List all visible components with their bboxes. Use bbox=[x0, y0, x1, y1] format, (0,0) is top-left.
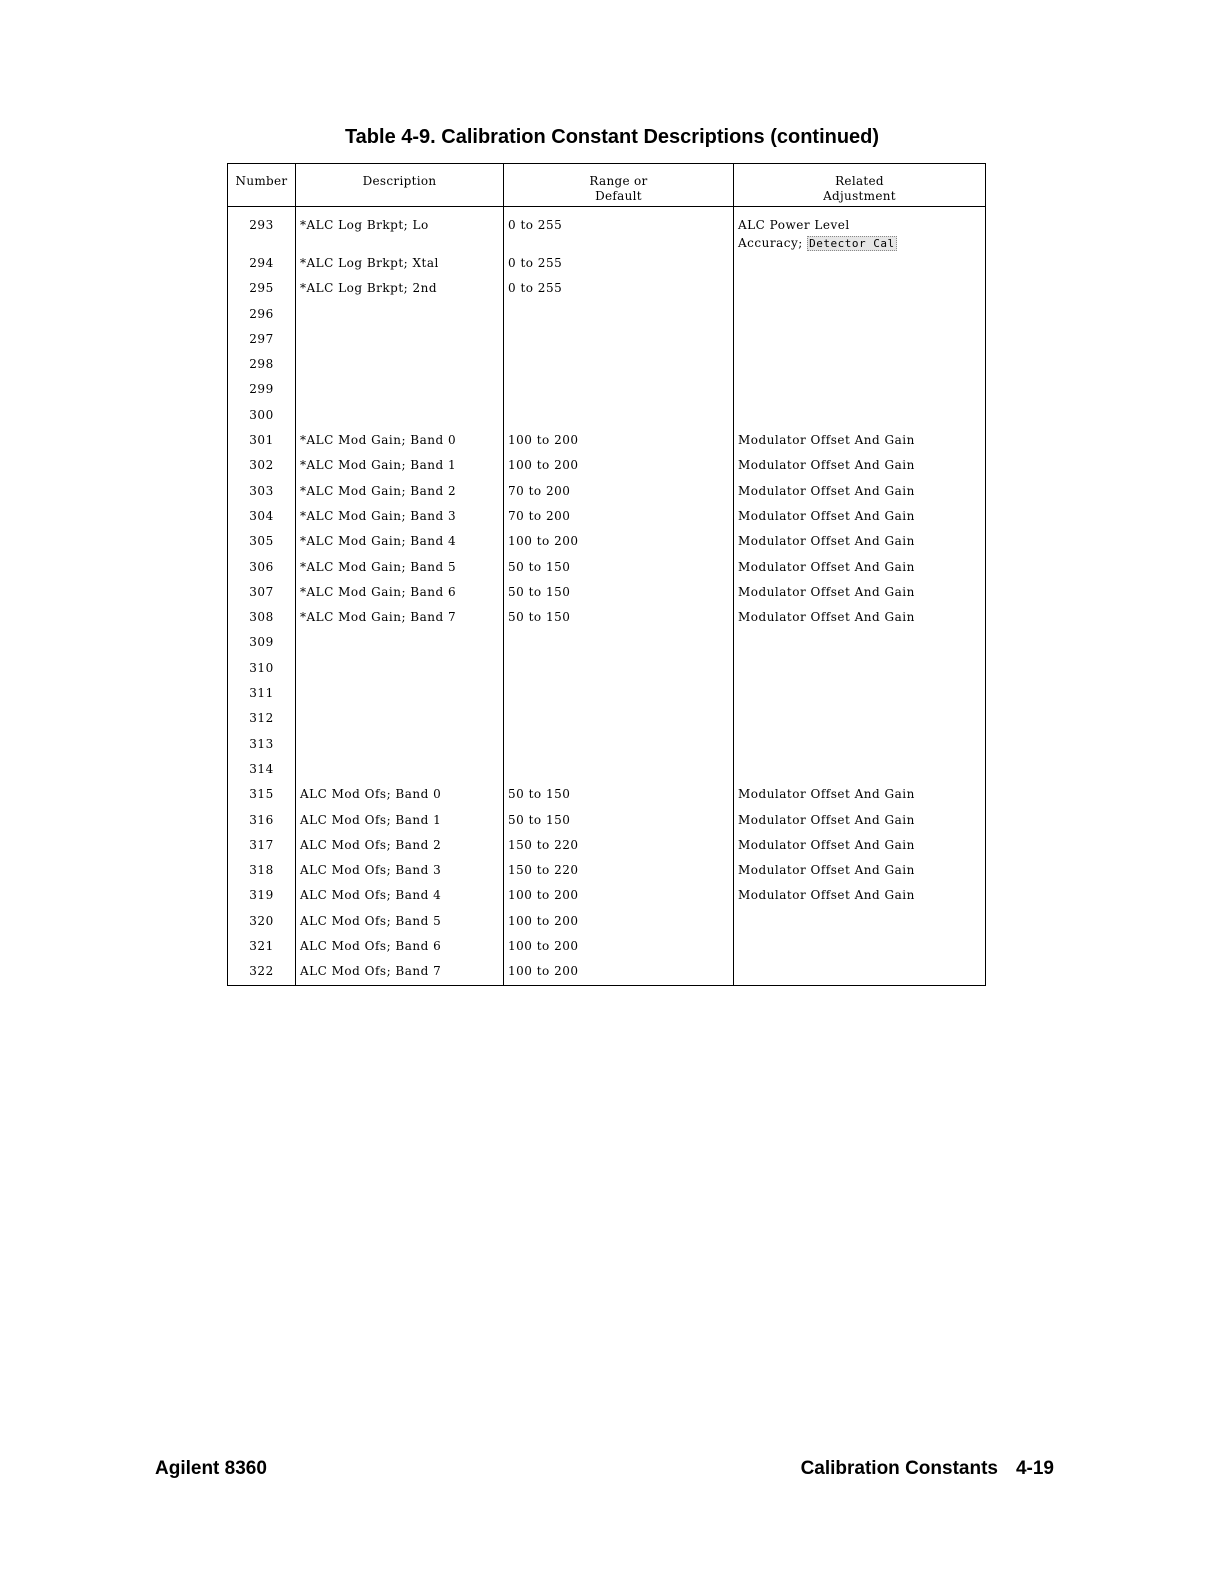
header-range-line1: Range or bbox=[589, 174, 648, 188]
cell-range bbox=[504, 330, 734, 355]
table-row bbox=[228, 659, 986, 684]
footer-section bbox=[801, 1458, 1054, 1480]
cell-related: Modulator Offset And Gain bbox=[734, 861, 986, 886]
cell-description bbox=[296, 709, 504, 734]
table-row bbox=[228, 962, 986, 986]
cell-number: 298 bbox=[249, 357, 274, 372]
cell-related: Modulator Offset And Gain bbox=[734, 811, 986, 836]
cell-number: 302 bbox=[249, 458, 274, 473]
cell-range: 100 to 200 bbox=[504, 937, 734, 962]
cell-related: Modulator Offset And Gain bbox=[734, 431, 986, 456]
cell-number: 313 bbox=[249, 736, 274, 751]
cell-description bbox=[296, 760, 504, 785]
cell-related bbox=[734, 380, 986, 405]
cell-range bbox=[504, 355, 734, 380]
cell-range bbox=[504, 380, 734, 405]
cell-related bbox=[734, 962, 986, 986]
cell-related: Modulator Offset And Gain bbox=[734, 558, 986, 583]
related-line1: ALC Power Level bbox=[738, 218, 850, 232]
cell-number: 307 bbox=[249, 584, 274, 599]
table-row bbox=[228, 836, 986, 861]
table-row bbox=[228, 305, 986, 330]
cell-description: *ALC Mod Gain; Band 1 bbox=[296, 456, 504, 481]
table-row bbox=[228, 482, 986, 507]
cell-related: Modulator Offset And Gain bbox=[734, 785, 986, 810]
cell-number: 315 bbox=[249, 787, 274, 802]
cell-related bbox=[734, 330, 986, 355]
detector-cal-softkey: Detector Cal bbox=[809, 237, 895, 250]
cell-description: ALC Mod Ofs; Band 4 bbox=[296, 886, 504, 911]
cell-description: ALC Mod Ofs; Band 2 bbox=[296, 836, 504, 861]
table-row bbox=[228, 912, 986, 937]
cell-related bbox=[734, 912, 986, 937]
cell-related: Modulator Offset And Gain bbox=[734, 482, 986, 507]
cell-related bbox=[734, 760, 986, 785]
footer-section-title: Calibration Constants bbox=[800, 1458, 998, 1479]
table-body bbox=[228, 207, 986, 986]
cell-related bbox=[734, 207, 986, 255]
cell-range: 100 to 200 bbox=[504, 532, 734, 557]
table-row bbox=[228, 456, 986, 481]
cell-description bbox=[296, 684, 504, 709]
header-related-line2: Adjustment bbox=[823, 189, 896, 203]
cell-description: *ALC Mod Gain; Band 6 bbox=[296, 583, 504, 608]
cell-number: 308 bbox=[249, 610, 274, 625]
cell-number: 312 bbox=[249, 711, 274, 726]
cell-range: 0 to 255 bbox=[504, 254, 734, 279]
cell-range: 100 to 200 bbox=[504, 456, 734, 481]
cell-related: Modulator Offset And Gain bbox=[734, 456, 986, 481]
cell-number: 303 bbox=[249, 483, 274, 498]
cell-number: 304 bbox=[249, 508, 274, 523]
cell-number: 316 bbox=[249, 812, 274, 827]
table-row bbox=[228, 380, 986, 405]
table-row bbox=[228, 760, 986, 785]
cell-related: Modulator Offset And Gain bbox=[734, 507, 986, 532]
cell-number: 317 bbox=[249, 837, 274, 852]
cell-description: *ALC Mod Gain; Band 3 bbox=[296, 507, 504, 532]
cell-number: 297 bbox=[249, 331, 274, 346]
cell-related bbox=[734, 709, 986, 734]
cell-related: Modulator Offset And Gain bbox=[734, 836, 986, 861]
cell-related bbox=[734, 684, 986, 709]
cell-range bbox=[504, 684, 734, 709]
cell-related bbox=[734, 279, 986, 304]
table-row bbox=[228, 811, 986, 836]
cell-description: *ALC Log Brkpt; Lo bbox=[296, 207, 504, 255]
cell-range: 50 to 150 bbox=[504, 608, 734, 633]
table-row bbox=[228, 279, 986, 304]
table-row bbox=[228, 532, 986, 557]
cell-number: 318 bbox=[249, 863, 274, 878]
cell-range bbox=[504, 305, 734, 330]
cell-range: 70 to 200 bbox=[504, 507, 734, 532]
cell-related bbox=[734, 937, 986, 962]
cell-range bbox=[504, 633, 734, 658]
cell-range bbox=[504, 760, 734, 785]
cell-description: ALC Mod Ofs; Band 6 bbox=[296, 937, 504, 962]
cell-number: 311 bbox=[249, 686, 274, 701]
cell-related: Modulator Offset And Gain bbox=[734, 583, 986, 608]
cell-description bbox=[296, 355, 504, 380]
cell-description bbox=[296, 305, 504, 330]
cell-related bbox=[734, 254, 986, 279]
cell-range: 100 to 200 bbox=[504, 912, 734, 937]
cell-related: Modulator Offset And Gain bbox=[734, 886, 986, 911]
cell-range: 150 to 220 bbox=[504, 836, 734, 861]
cell-related bbox=[734, 659, 986, 684]
cell-number: 314 bbox=[249, 761, 274, 776]
cell-number: 300 bbox=[249, 407, 274, 422]
table-row bbox=[228, 735, 986, 760]
footer-product: Agilent 8360 bbox=[155, 1458, 267, 1479]
cell-description bbox=[296, 406, 504, 431]
table-row bbox=[228, 684, 986, 709]
cell-description bbox=[296, 659, 504, 684]
table-row bbox=[228, 633, 986, 658]
table-row bbox=[228, 583, 986, 608]
cell-number: 309 bbox=[249, 635, 274, 650]
header-range-line2: Default bbox=[595, 189, 642, 203]
cell-number: 322 bbox=[249, 964, 274, 979]
cell-number: 319 bbox=[249, 888, 274, 903]
cell-description: *ALC Mod Gain; Band 5 bbox=[296, 558, 504, 583]
calibration-constants-table bbox=[227, 163, 986, 986]
calibration-table-container bbox=[227, 163, 985, 986]
cell-description: ALC Mod Ofs; Band 1 bbox=[296, 811, 504, 836]
table-title: Table 4-9. Calibration Constant Descriptions (continued) bbox=[344, 126, 880, 148]
cell-range: 50 to 150 bbox=[504, 785, 734, 810]
cell-number: 310 bbox=[249, 660, 274, 675]
cell-description: *ALC Log Brkpt; Xtal bbox=[296, 254, 504, 279]
table-row bbox=[228, 785, 986, 810]
cell-description: *ALC Mod Gain; Band 7 bbox=[296, 608, 504, 633]
cell-description: ALC Mod Ofs; Band 5 bbox=[296, 912, 504, 937]
cell-related bbox=[734, 735, 986, 760]
header-related-line1: Related bbox=[835, 174, 884, 188]
cell-number: 301 bbox=[249, 433, 274, 448]
cell-range bbox=[504, 406, 734, 431]
table-row bbox=[228, 861, 986, 886]
cell-description bbox=[296, 735, 504, 760]
cell-number: 321 bbox=[249, 939, 274, 954]
header-range bbox=[504, 164, 734, 207]
cell-description: *ALC Mod Gain; Band 0 bbox=[296, 431, 504, 456]
cell-number: 296 bbox=[249, 306, 274, 321]
table-row bbox=[228, 709, 986, 734]
cell-number: 306 bbox=[249, 559, 274, 574]
table-row bbox=[228, 507, 986, 532]
cell-related: Modulator Offset And Gain bbox=[734, 532, 986, 557]
cell-related bbox=[734, 406, 986, 431]
table-header-row bbox=[228, 164, 986, 207]
cell-number: 293 bbox=[249, 218, 274, 232]
cell-number: 305 bbox=[249, 534, 274, 549]
cell-number: 295 bbox=[249, 281, 274, 296]
cell-related bbox=[734, 633, 986, 658]
cell-range: 50 to 150 bbox=[504, 558, 734, 583]
cell-range bbox=[504, 659, 734, 684]
cell-range: 50 to 150 bbox=[504, 583, 734, 608]
cell-range: 100 to 200 bbox=[504, 431, 734, 456]
cell-range: 100 to 200 bbox=[504, 962, 734, 986]
cell-range bbox=[504, 735, 734, 760]
cell-description: ALC Mod Ofs; Band 3 bbox=[296, 861, 504, 886]
table-row bbox=[228, 886, 986, 911]
cell-range: 50 to 150 bbox=[504, 811, 734, 836]
cell-description: *ALC Log Brkpt; 2nd bbox=[296, 279, 504, 304]
cell-number: 294 bbox=[249, 256, 274, 270]
table-row bbox=[228, 406, 986, 431]
cell-description bbox=[296, 380, 504, 405]
cell-range: 100 to 200 bbox=[504, 886, 734, 911]
related-line2: Accuracy; bbox=[738, 236, 803, 250]
table-row bbox=[228, 254, 986, 279]
table-row bbox=[228, 608, 986, 633]
header-related bbox=[734, 164, 986, 207]
cell-description: *ALC Mod Gain; Band 2 bbox=[296, 482, 504, 507]
cell-description bbox=[296, 330, 504, 355]
table-row bbox=[228, 558, 986, 583]
table-row bbox=[228, 937, 986, 962]
cell-related bbox=[734, 305, 986, 330]
cell-description: ALC Mod Ofs; Band 7 bbox=[296, 962, 504, 986]
cell-range: 150 to 220 bbox=[504, 861, 734, 886]
table-row bbox=[228, 355, 986, 380]
header-number: Number bbox=[228, 164, 296, 207]
cell-number: 299 bbox=[249, 382, 274, 397]
cell-description: ALC Mod Ofs; Band 0 bbox=[296, 785, 504, 810]
cell-range: 0 to 255 bbox=[504, 279, 734, 304]
cell-range bbox=[504, 709, 734, 734]
cell-description: *ALC Mod Gain; Band 4 bbox=[296, 532, 504, 557]
cell-number: 320 bbox=[249, 913, 274, 928]
cell-description bbox=[296, 633, 504, 658]
cell-range: 70 to 200 bbox=[504, 482, 734, 507]
page-number: 4-19 bbox=[1015, 1458, 1054, 1479]
cell-related bbox=[734, 355, 986, 380]
table-row bbox=[228, 207, 986, 255]
table-row bbox=[228, 431, 986, 456]
table-row bbox=[228, 330, 986, 355]
cell-range: 0 to 255 bbox=[504, 207, 734, 255]
cell-related: Modulator Offset And Gain bbox=[734, 608, 986, 633]
header-description: Description bbox=[296, 164, 504, 207]
